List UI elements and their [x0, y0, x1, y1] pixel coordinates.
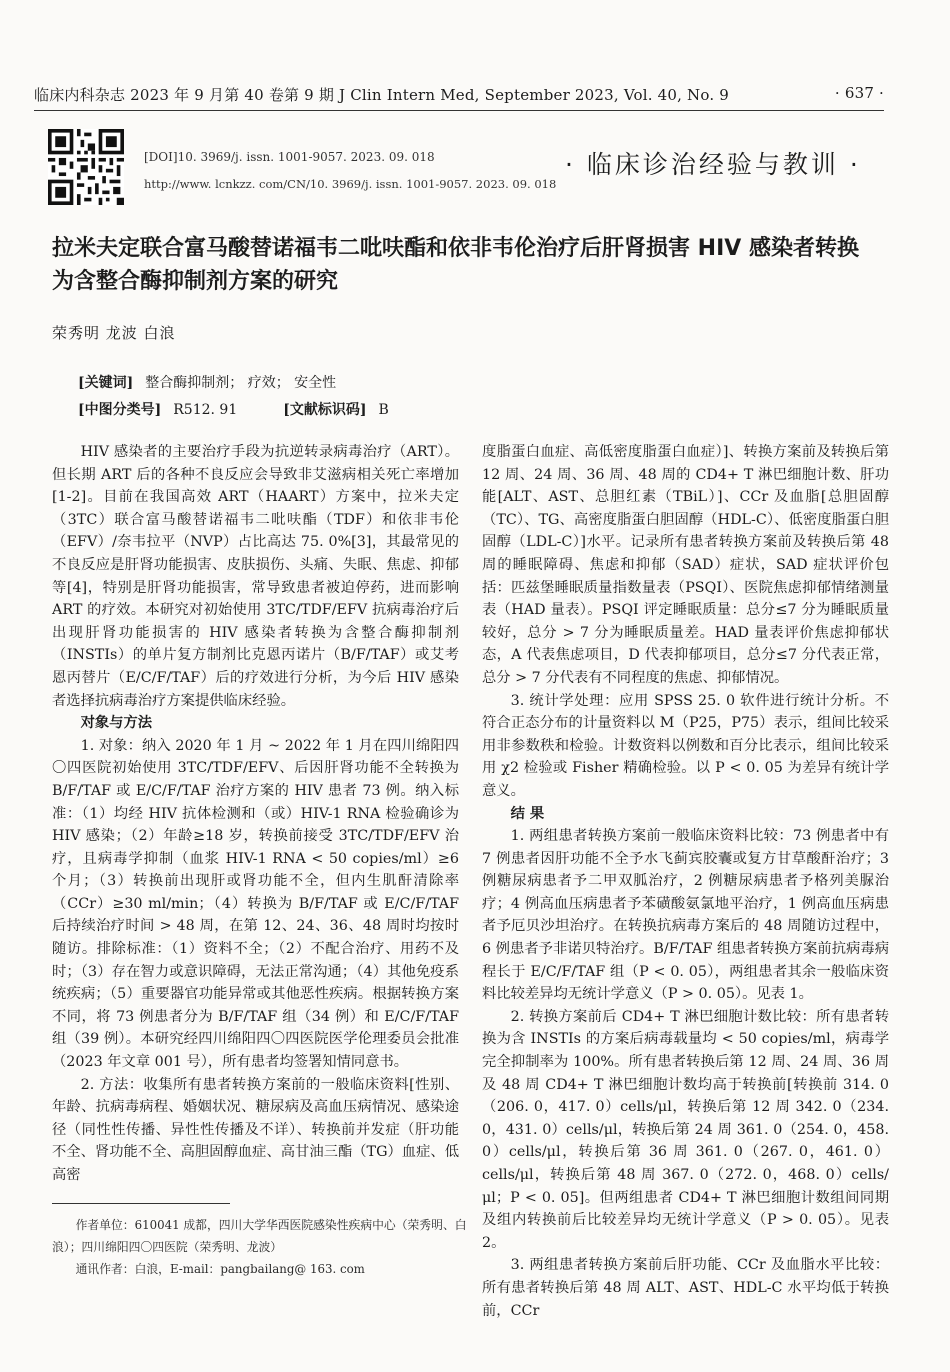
footnote-rule: [52, 1203, 230, 1204]
doi-line: [DOI]10. 3969/j. issn. 1001-9057. 2023. 09. 018: [144, 150, 435, 164]
results-heading: 结 果: [510, 805, 545, 822]
results-liver-paragraph: 3. 两组患者转换方案前后肝功能、CCr 及血脂水平比较：所有患者转换后第 48 周 ALT、AST、HDL-C 水平均低于转换前，CCr: [482, 1257, 889, 1319]
footnote: [52, 1214, 472, 1280]
author-list: 荣秀明 龙波 白浪: [52, 324, 176, 342]
body-column-left: [52, 441, 459, 1187]
section-label: · 临床诊治经验与教训 ·: [565, 150, 861, 179]
results-baseline-paragraph: 1. 两组患者转换方案前一般临床资料比较：73 例患者中有 7 例患者因肝功能不全予水飞蓟宾胶囊或复方甘草酸酐治疗；3 例糖尿病患者予二甲双胍治疗，2 例糖尿病患者予格列美脲治疗；4 例高血压病患者予苯磺酸氨氯地平治疗，1 例高血压病患者予厄贝沙坦治疗。在转换抗病毒方案后的 48 周随访过程中，6 例患者予非诺贝特治疗。B/F/TAF 组患者转换方案前抗病毒病程长于 E/C/F/TAF 组（P < 0. 05），两组患者其余一般临床资料比较差异均无统计学意义（P > 0. 05）。见表 1。: [482, 828, 889, 1003]
clc-label: [中图分类号]: [78, 402, 162, 418]
methods-procedure-continued: 度脂蛋白血症、高低密度脂蛋白血症）]、转换方案前及转换后第 12 周、24 周、36 周、48 周的 CD4+ T 淋巴细胞计数、肝功能[ALT、AST、总胆红素（TBiL）]、CCr 及血脂[总胆固醇（TC）、TG、高密度脂蛋白胆固醇（HDL-C）、低密度脂蛋白胆固醇（LDL-C）]水平。记录所有患者转换方案前及转换后第 48 周的睡眠障碍、焦虑和抑郁（SAD）症状，SAD 症状评价包括：匹兹堡睡眠质量指数量表（PSQI）、医院焦虑抑郁情绪测量表（HAD 量表）。PSQI 评定睡眠质量：总分≤7 分为睡眠质量较好，总分 > 7 分为睡眠质量差。HAD 量表评价焦虑抑郁状态，A 代表焦虑项目，D 代表抑郁项目，总分≤7 分代表正常，总分 > 7 分代表有不同程度的焦虑、抑郁情况。: [482, 444, 889, 686]
methods-subjects-paragraph: 1. 对象：纳入 2020 年 1 月 ~ 2022 年 1 月在四川绵阳四〇四医院初始使用 3TC/TDF/EFV、后因肝肾功能不全转换为 B/F/TAF 或 E/C/F/TAF 治疗方案的 HIV 患者 73 例。纳入标准：（1）均经 HIV 抗体检测和（或）HIV-1 RNA 检验确诊为 HIV 感染；（2）年龄≥18 岁，转换前接受 3TC/TDF/EFV 治疗，且病毒学抑制（血浆 HIV-1 RNA < 50 copies/ml）≥6 个月；（3）转换前出现肝或肾功能不全，但内生肌酐清除率（CCr）≥30 ml/min；（4）转换为 B/F/TAF 或 E/C/F/TAF 后持续治疗时间 > 48 周，在第 12、24、36、48 周时均按时随访。排除标准：（1）资料不全；（2）不配合治疗、用药不及时；（3）存在智力或意识障碍，无法正常沟通；（4）其他免疫系统疾病；（5）重要器官功能异常或其他恶性疾病。根据转换方案不同，将 73 例患者分为 B/F/TAF 组（34 例）和 E/C/F/TAF 组（39 例）。本研究经四川绵阳四〇四医院医学伦理委员会批准（2023 年文章 001 号），所有患者均签署知情同意书。: [52, 737, 459, 1071]
qr-code-icon: [48, 129, 124, 205]
clc-value: R512. 91: [173, 402, 238, 418]
keywords-label: [关键词]: [78, 375, 134, 391]
correspondence: 通讯作者：白浪，E-mail：pangbailang@ 163. com: [75, 1262, 365, 1276]
methods-statistics-paragraph: 3. 统计学处理：应用 SPSS 25. 0 软件进行统计分析。不符合正态分布的计量资料以 M（P25，P75）表示，组间比较采用非参数秩和检验。计数资料以例数和百分比表示，组间比较采用 χ2 检验或 Fisher 精确检验。以 P < 0. 05 为差异有统计学意义。: [482, 692, 889, 799]
doc-code-value: B: [378, 402, 389, 418]
article-title: 拉米夫定联合富马酸替诺福韦二吡呋酯和依非韦伦治疗后肝肾损害 HIV 感染者转换为含整合酶抑制剂方案的研究: [52, 236, 859, 294]
journal-citation: 临床内科杂志 2023 年 9 月第 40 卷第 9 期 J Clin Intern Med, September 2023, Vol. 40, No. 9: [34, 86, 730, 104]
header-rule: [34, 110, 884, 111]
running-header: [34, 84, 884, 105]
keywords-block: [78, 370, 389, 424]
methods-procedure-paragraph: 2. 方法：收集所有患者转换方案前的一般临床资料[性别、年龄、抗病毒病程、婚姻状况、糖尿病及高血压病情况、感染途径（同性性传播、异性性传播及不详）、转换前并发症（肝功能不全、肾功能不全、高胆固醇血症、高甘油三酯（TG）血症、低高密: [52, 1076, 459, 1183]
intro-paragraph: HIV 感染者的主要治疗手段为抗逆转录病毒治疗（ART）。但长期 ART 后的各种不良反应会导致非艾滋病相关死亡率增加[1-2]。目前在我国高效 ART（HAART）方案中，拉米夫定（3TC）联合富马酸替诺福韦二吡呋酯（TDF）和依非韦伦（EFV）/奈韦拉平（NVP）占比高达 75. 0%[3]，其最常见的不良反应是肝肾功能损害、皮肤损伤、头痛、失眠、焦虑、抑郁等[4]，特别是肝肾功能损害，常导致患者被迫停药，进而影响 ART 的疗效。本研究对初始使用 3TC/TDF/EFV 抗病毒治疗后出现肝肾功能损害的 HIV 感染者转换为含整合酶抑制剂（INSTIs）的单片复方制剂比克恩丙诺片（B/F/TAF）或艾考恩丙替片（E/C/F/TAF）后的疗效进行分析，为今后 HIV 感染者选择抗病毒治疗方案提供临床经验。: [52, 444, 459, 709]
doc-code-label: [文献标识码]: [283, 402, 367, 418]
article-url[interactable]: http://www. lcnkzz. com/CN/10. 3969/j. issn. 1001-9057. 2023. 09. 018: [144, 177, 557, 191]
methods-heading: 对象与方法: [80, 715, 153, 732]
author-affiliation: 作者单位：610041 成都，四川大学华西医院感染性疾病中心（荣秀明、白浪）；四川绵阳四〇四医院（荣秀明、龙波）: [52, 1218, 467, 1254]
results-cd4-paragraph: 2. 转换方案前后 CD4+ T 淋巴细胞计数比较：所有患者转换为含 INSTIs 的方案后病毒载量均 < 50 copies/ml，病毒学完全抑制率为 100%。所有患者转换后第 12 周、24 周、36 周及 48 周 CD4+ T 淋巴细胞计数均高于转换前[转换前 314. 0（206. 0，417. 0）cells/μl，转换后第 12 周 342. 0（234. 0，431. 0）cells/μl，转换后第 24 周 361. 0（254. 0，458. 0）cells/μl，转换后第 36 周 361. 0（267. 0，461. 0）cells/μl，转换后第 48 周 367. 0（272. 0，468. 0）cells/μl；P < 0. 05]。但两组患者 CD4+ T 淋巴细胞计数组间同期及组内转换前后比较差异均无统计学意义（P > 0. 05）。见表 2。: [482, 1008, 889, 1251]
page-number: · 637 ·: [834, 84, 884, 102]
keywords-value: 整合酶抑制剂； 疗效； 安全性: [145, 375, 337, 391]
body-column-right: [482, 441, 889, 1322]
